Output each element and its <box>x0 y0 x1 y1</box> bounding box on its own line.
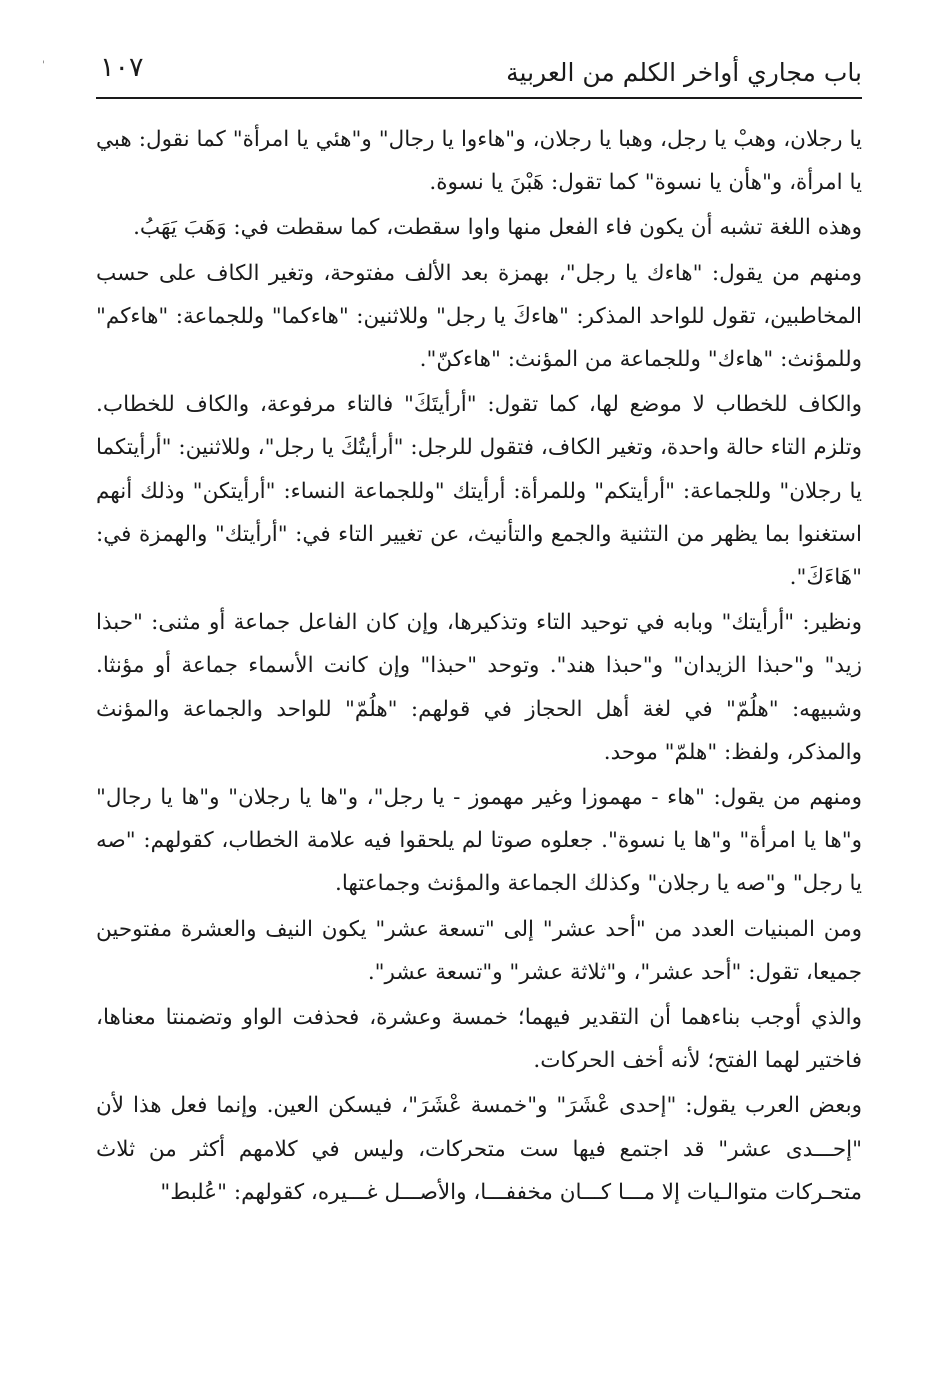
body-text <box>96 118 862 1216</box>
paragraph: ومن المبنيات العدد من "أحد عشر" إلى "تسعة عشر" يكون النيف والعشرة مفتوحين جميعا، تقول: "أحد عشر"، و"ثلاثة عشر" و"تسعة عشر". <box>96 916 862 985</box>
header-rule <box>96 97 862 99</box>
paragraph: والذي أوجب بناءهما أن التقدير فيهما؛ خمسة وعشرة، فحذفت الواو وتضمنتا معناها، فاختير لهما الفتح؛ لأنه أخف الحركات. <box>96 1005 862 1074</box>
paragraph: وهذه اللغة تشبه أن يكون فاء الفعل منها واوا سقطت، كما سقطت في: وَهَبَ يَهَبُ. <box>133 215 862 241</box>
paragraph: وبعض العرب يقول: "إحدى عْشَرَ" و"خمسة عْشَرَ"، فيسكن العين. وإنما فعل هذا لأن "إحـــدى عشر" قد اجتمع فيها ست متحركات، وليس في كلامهم أكثر من ثلاث متحـركات متوالـيات إلا مـــا كـــان مخففـــا، والأصـــل غـــيره، كقولهم: "عُلبط" <box>96 1093 862 1205</box>
paragraph: ومنهم من يقول: "هاء - مهموزا وغير مهموز - يا رجل"، و"ها يا رجلان" و"ها يا رجال" و"ها يا امرأة" و"ها يا نسوة". جعلوه صوتا لم يلحقوا فيه علامة الخطاب، كقولهم: "صه يا رجل" و"صه يا رجلان" وكذلك الجماعة والمؤنث وجماعتها. <box>96 785 862 897</box>
page-header <box>96 52 862 96</box>
corner-mark: ' <box>42 60 45 71</box>
paragraph: والكاف للخطاب لا موضع لها، كما تقول: "أرأيتَكَ" فالتاء مرفوعة، والكاف للخطاب. وتلزم التاء حالة واحدة، وتغير الكاف، فتقول للرجل: "أرأيتُكَ يا رجل"، وللاثنين: "أرأيتكما يا رجلان" وللجماعة: "أرأيتكم" وللمرأة: أرأيتك "وللجماعة النساء: "أرأيتكن" وذلك أنهم استغنوا بما يظهر من التثنية والجمع والتأنيث، عن تغيير التاء في: "أرأيتك" والهمزة في: "هَاءَكَ". <box>96 392 862 591</box>
running-title: باب مجاري أواخر الكلم من العربية <box>506 58 862 87</box>
paragraph: يا رجلان، وهبْ يا رجل، وهبا يا رجلان، و"هاءوا يا رجال" و"هئي يا امرأة" كما نقول: هبي يا امرأة، و"هأن يا نسوة" كما تقول: هَبْنَ يا نسوة. <box>96 127 862 196</box>
paragraph: ومنهم من يقول: "هاءك يا رجل"، بهمزة بعد الألف مفتوحة، وتغير الكاف على حسب المخاطبين، تقول للواحد المذكر: "هاءكَ يا رجل" وللاثنين: "هاءكما" وللجماعة: "هاءكم" وللمؤنث: "هاءك" وللجماعة من المؤنث: "هاءكنّ". <box>96 260 862 373</box>
page-number: ١٠٧ <box>100 52 144 83</box>
paragraph: ونظير: "أرأيتك" وبابه في توحيد التاء وتذكيرها، وإن كان الفاعل جماعة أو مثنى: "حبذا زيد" و"حبذا الزيدان" و"حبذا هند". وتوحد "حبذا" وإن كانت الأسماء جماعة أو مؤنثا. وشبيهه: "هلُمّ" في لغة أهل الحجاز في قولهم: "هلُمّ" للواحد والجماعة والمؤنث والمذكر، ولفظ: "هلمّ" موحد. <box>96 610 862 765</box>
